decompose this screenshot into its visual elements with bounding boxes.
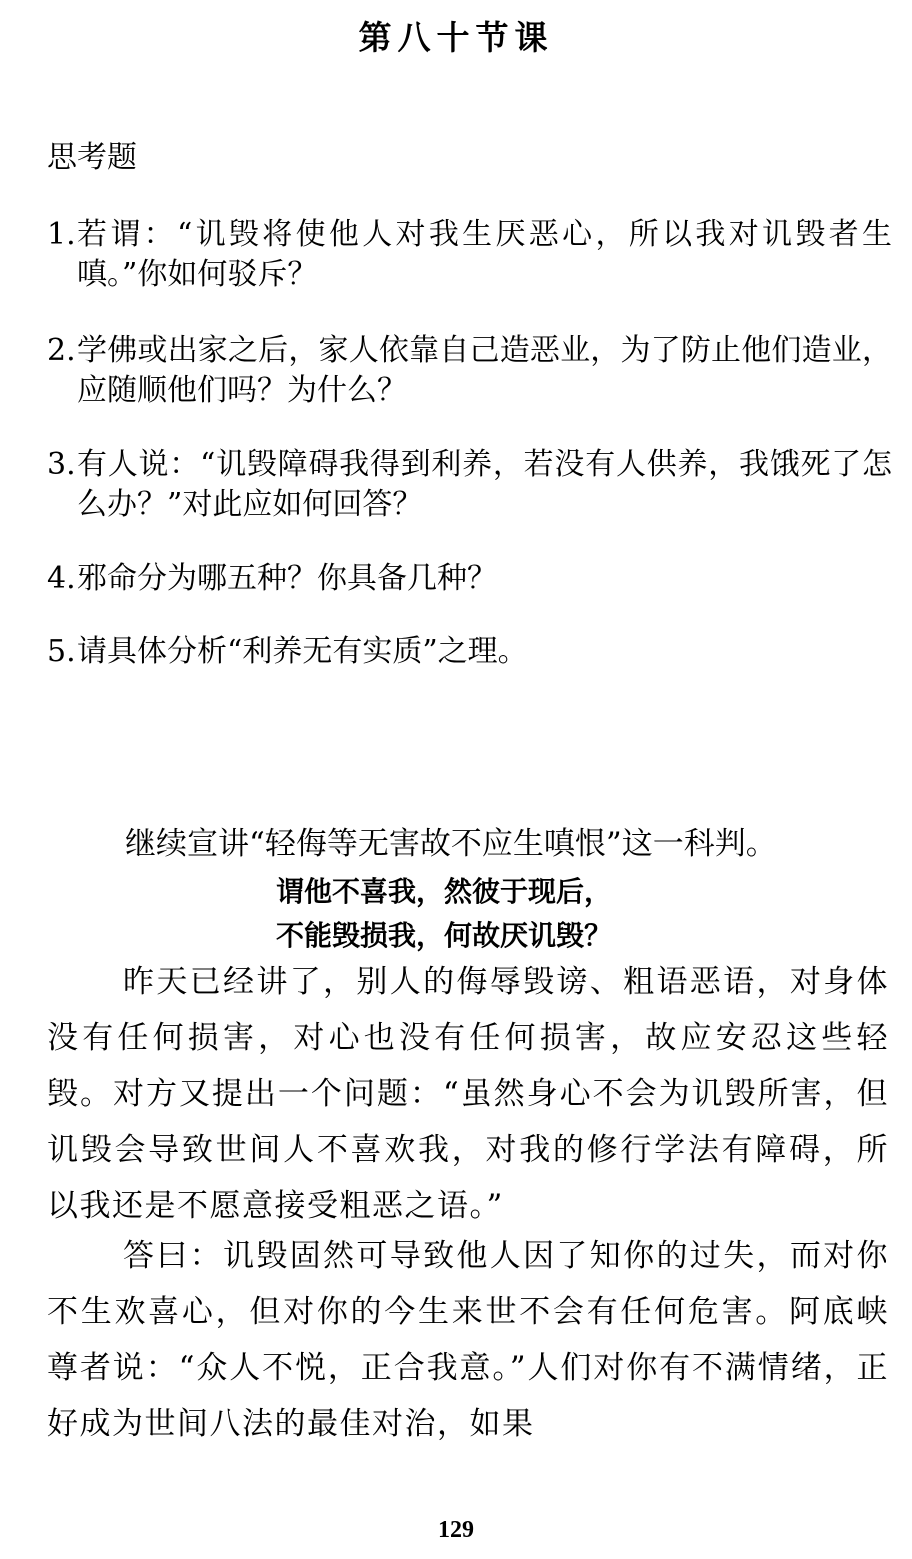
- question-number: 3.: [47, 447, 76, 482]
- question-text: 有人说：“讥毁障碍我得到利养，若没有人供养，我饿死了怎么办？”对此应如何回答？: [77, 447, 892, 522]
- question-5: [47, 632, 892, 672]
- verse-line: 不能毁损我，何故厌讥毁？: [276, 919, 613, 952]
- question-2: [47, 331, 892, 411]
- intro-paragraph: 继续宣讲“轻侮等无害故不应生嗔恨”这一科判。: [125, 826, 777, 862]
- body-paragraph: 昨天已经讲了，别人的侮辱毁谤、粗语恶语，对身体没有任何损害，对心也没有任何损害，故应安忍这些轻毁。对方又提出一个问题：“虽然身心不会为讥毁所害，但讥毁会导致世间人不喜欢我，对我的修行学法有障碍，所以我还是不愿意接受粗恶之语。”: [47, 964, 889, 1224]
- question-text: 邪命分为哪五种？你具备几种？: [77, 561, 497, 596]
- question-text: 学佛或出家之后，家人依靠自己造恶业，为了防止他们造业，应随顺他们吗？为什么？: [77, 333, 892, 408]
- body-paragraph: 答曰：讥毁固然可导致他人因了知你的过失，而对你不生欢喜心，但对你的今生来世不会有任何危害。阿底峡尊者说：“众人不悦，正合我意。”人们对你有不满情绪，正好成为世间八法的最佳对治，如果: [47, 1238, 889, 1442]
- question-number: 4.: [47, 561, 76, 596]
- question-text: 若谓：“讥毁将使他人对我生厌恶心，所以我对讥毁者生嗔。”你如何驳斥？: [77, 217, 892, 292]
- question-1: [47, 215, 892, 295]
- question-4: [47, 559, 892, 599]
- page-title: 第八十节课: [358, 18, 554, 57]
- question-number: 1.: [47, 217, 76, 252]
- question-text: 请具体分析“利养无有实质”之理。: [77, 634, 528, 669]
- verse-block: [276, 870, 776, 958]
- question-3: [47, 445, 892, 525]
- questions-heading: 思考题: [47, 140, 137, 175]
- verse-line: 谓他不喜我，然彼于现后，: [276, 875, 613, 908]
- question-number: 2.: [47, 333, 76, 368]
- question-number: 5.: [47, 634, 76, 669]
- page-number: 129: [438, 1517, 474, 1543]
